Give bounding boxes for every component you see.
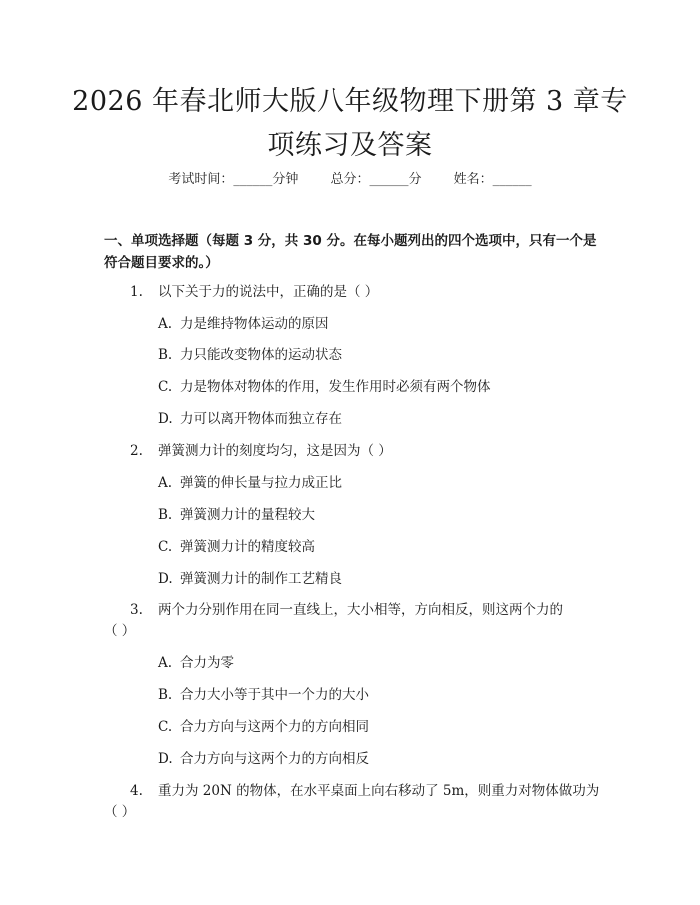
option-letter: C. — [158, 539, 173, 555]
option-letter: A. — [158, 655, 173, 671]
section-heading-line-2: 符合题目要求的。） — [104, 255, 219, 271]
question-text: 弹簧测力计的刻度均匀，这是因为（ ） — [158, 443, 392, 459]
option-letter: D. — [158, 571, 173, 587]
option-letter: A. — [158, 316, 173, 332]
option-text: 合力方向与这两个力的方向相同 — [180, 719, 369, 735]
section-heading-line-1: 一、单项选择题（每题 3 分，共 30 分。在每小题列出的四个选项中，只有一个是 — [104, 233, 597, 249]
exam-meta — [0, 168, 700, 187]
option-text: 合力为零 — [180, 655, 234, 671]
option-text: 合力方向与这两个力的方向相反 — [180, 751, 369, 767]
section-heading — [104, 230, 604, 274]
option-text: 弹簧测力计的制作工艺精良 — [180, 571, 342, 587]
question-number: 4. — [130, 783, 143, 799]
option-letter: B. — [158, 347, 173, 363]
question-1-option-b — [158, 344, 342, 366]
student-name-field: 姓名：______ — [453, 172, 532, 187]
question-text: 重力为 20N 的物体，在水平桌面上向右移动了 5m，则重力对物体做功为 — [158, 783, 600, 799]
question-2-option-c — [158, 536, 315, 558]
question-number: 2. — [130, 443, 143, 459]
option-text: 弹簧的伸长量与拉力成正比 — [180, 475, 342, 491]
question-3-option-c — [158, 716, 369, 738]
option-text: 合力大小等于其中一个力的大小 — [180, 687, 369, 703]
page-title — [60, 80, 640, 168]
question-3-option-b — [158, 684, 369, 706]
question-1-option-a — [158, 313, 329, 335]
exam-time-field: 考试时间：______分钟 — [168, 172, 299, 187]
question-text: 以下关于力的说法中，正确的是（ ） — [158, 284, 379, 300]
option-letter: A. — [158, 475, 173, 491]
question-text: 两个力分别作用在同一直线上，大小相等，方向相反，则这两个力的 — [158, 602, 563, 618]
option-letter: D. — [158, 411, 173, 427]
question-2-option-d — [158, 568, 342, 590]
option-text: 力是物体对物体的作用，发生作用时必须有两个物体 — [180, 379, 491, 395]
option-letter: B. — [158, 507, 173, 523]
question-3-option-d — [158, 748, 369, 770]
option-letter: C. — [158, 719, 173, 735]
option-text: 力只能改变物体的运动状态 — [180, 347, 342, 363]
question-3-wrap: （ ） — [104, 623, 136, 639]
question-3-option-a — [158, 652, 234, 674]
question-4-wrap: （ ） — [104, 804, 136, 820]
question-number: 3. — [130, 602, 143, 618]
option-text: 力可以离开物体而独立存在 — [180, 411, 342, 427]
title-line-1: 2026 年春北师大版八年级物理下册第 3 章专 — [72, 86, 628, 117]
question-2-option-b — [158, 504, 315, 526]
title-line-2: 项练习及答案 — [267, 130, 433, 161]
option-letter: D. — [158, 751, 173, 767]
option-text: 力是维持物体运动的原因 — [180, 316, 329, 332]
option-text: 弹簧测力计的量程较大 — [180, 507, 315, 523]
option-text: 弹簧测力计的精度较高 — [180, 539, 315, 555]
question-number: 1. — [130, 284, 143, 300]
option-letter: B. — [158, 687, 173, 703]
question-1-option-d — [158, 408, 342, 430]
question-1-option-c — [158, 376, 491, 398]
option-letter: C. — [158, 379, 173, 395]
total-score-field: 总分：______分 — [330, 172, 422, 187]
question-2-option-a — [158, 472, 342, 494]
